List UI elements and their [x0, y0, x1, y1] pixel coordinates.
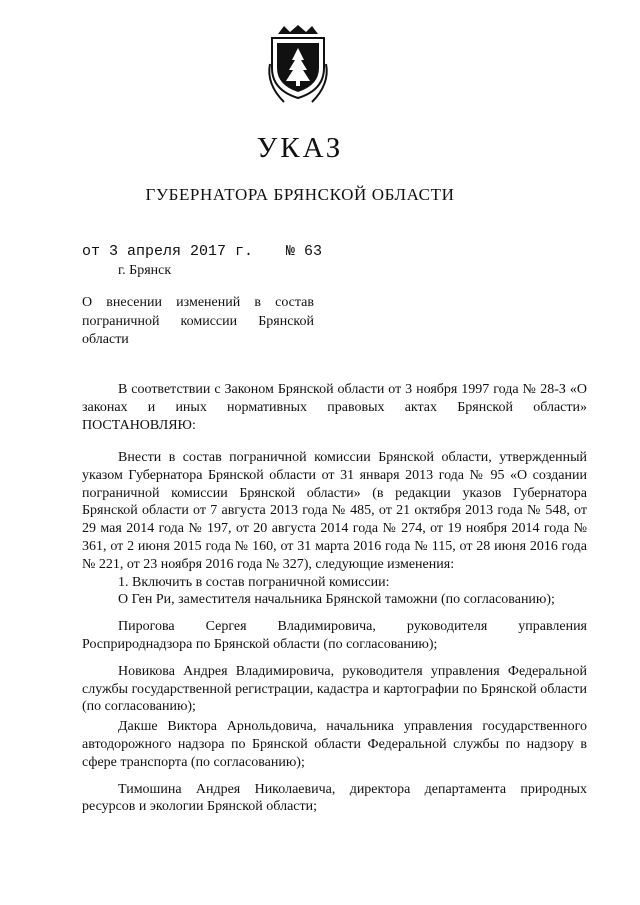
body-paragraph: Тимошина Андрея Николаевича, директора департамента природных ресурсов и экологии Брянской области; — [82, 781, 587, 815]
document-subtitle: ГУБЕРНАТОРА БРЯНСКОЙ ОБЛАСТИ — [145, 185, 455, 204]
document-body — [82, 449, 587, 816]
document-meta — [82, 243, 322, 260]
body-paragraph: О Ген Ри, заместителя начальника Брянской таможни (по согласованию); — [118, 592, 555, 608]
body-paragraph: Новикова Андрея Владимировича, руководителя управления Федеральной службы государственной регистрации, кадастра и картографии по Брянской области (по согласованию); — [82, 663, 587, 715]
preamble — [82, 381, 587, 434]
body-paragraph: Внести в состав пограничной комиссии Брянской области, утвержденный указом Губернатора Брянской области от 31 января 2013 года № 95 «О создании пограничной комиссии Брянской области» (в редакции указов Губернатора Брянской области от 7 августа 2013 года № 485, от 21 октября 2013 года № 548, от 29 мая 2014 года № 197, от 20 августа 2014 года № 274, от 19 ноября 2014 года № 361, от 2 июня 2015 года № 160, от 31 марта 2016 года № 115, от 28 июня 2016 года № 221, от 23 ноября 2016 года № 327), следующие изменения: — [82, 450, 587, 572]
document-date: от 3 апреля 2017 г. — [82, 243, 254, 260]
body-paragraph: Пирогова Сергея Владимировича, руководителя управления Росприроднадзора по Брянской области (по согласованию); — [82, 619, 587, 652]
coat-of-arms-emblem — [264, 24, 332, 108]
document-title: УКАЗ — [256, 132, 344, 164]
body-paragraph: Дакше Виктора Арнольдовича, начальника управления государственного автодорожного надзора по Брянской области Федеральной службы по надзору в сфере транспорта (по согласованию); — [82, 719, 587, 770]
document-subject: О внесении изменений в состав пограничной комиссии Брянской области — [82, 295, 314, 347]
preamble-paragraph: В соответствии с Законом Брянской области от 3 ноября 1997 года № 28-З «О законах и иных нормативных правовых актах Брянской области» ПОСТАНОВЛЯЮ: — [82, 382, 587, 433]
document-city: г. Брянск — [118, 263, 172, 278]
document-number: № 63 — [286, 243, 323, 260]
body-paragraph: 1. Включить в состав пограничной комиссии: — [118, 574, 390, 590]
